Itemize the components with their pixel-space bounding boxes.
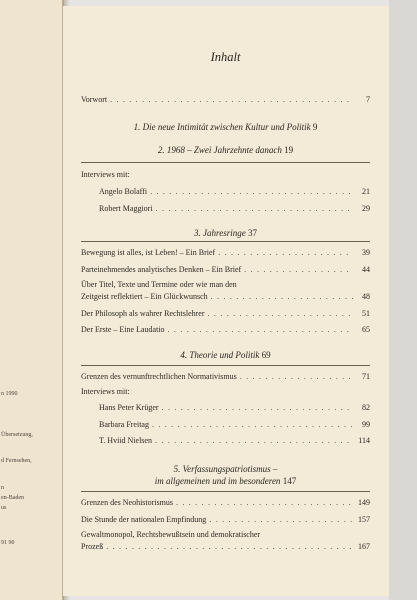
toc-page-number: 114	[358, 436, 370, 445]
leader-dots	[208, 309, 353, 318]
interviews-label: Interviews mit:	[81, 170, 130, 179]
left-page-text-fragment: n 1990	[1, 391, 18, 397]
leader-dots	[168, 325, 353, 334]
toc-page-number: 48	[362, 292, 370, 301]
toc-entry-vorwort	[81, 95, 370, 106]
leader-dots	[211, 292, 353, 301]
toc-entry	[81, 498, 370, 509]
contents-page	[63, 6, 389, 596]
page-title: Inhalt	[210, 50, 241, 64]
toc-entry-label: T. Hviid Nielsen	[99, 436, 152, 445]
toc-page-number: 82	[362, 403, 370, 412]
toc-entry-label: Die Stunde der nationalen Empfindung	[81, 515, 207, 524]
section-page-number: 9	[312, 122, 318, 132]
section-heading-4	[81, 350, 370, 360]
background-surface	[389, 0, 417, 600]
toc-page-number: 157	[358, 515, 370, 524]
toc-entry-interview	[81, 204, 370, 215]
divider	[81, 365, 370, 366]
toc-page-number: 51	[362, 309, 370, 318]
left-page-text-fragment: Übersetzung,	[1, 432, 33, 438]
section-page-number: 19	[284, 145, 294, 155]
divider	[81, 491, 370, 492]
toc-entry	[81, 292, 370, 303]
section-title: 1. Die neue Intimität zwischen Kultur und Politik	[133, 122, 311, 132]
section-title: 5. Verfassungspatriotismus –	[173, 464, 278, 474]
toc-entry-label-line1: Gewaltmonopol, Rechtsbewußtsein und demokratischer	[81, 530, 261, 539]
toc-entry-label: Grenzen des Neohistorismus	[81, 498, 173, 507]
toc-entry-label: Bewegung ist alles, ist Leben! – Ein Brief	[81, 248, 216, 257]
toc-entry-label: Barbara Freitag	[99, 420, 149, 429]
toc-entry-label: Grenzen des vernunftrechtlichen Normativismus	[81, 372, 237, 381]
section-title: 3. Jahresringe	[194, 228, 246, 238]
toc-page-number: 21	[362, 187, 370, 196]
toc-entry	[81, 248, 370, 259]
toc-page-number: 65	[362, 325, 370, 334]
section-heading-3	[81, 228, 370, 238]
toc-entry-label: Angelo Bolaffi	[99, 187, 148, 196]
leader-dots	[106, 542, 353, 551]
toc-page-number: 99	[362, 420, 370, 429]
leader-dots	[240, 372, 353, 381]
toc-page-number: 44	[362, 265, 370, 274]
toc-entry-interview	[81, 187, 370, 198]
toc-entry-label: Parteinehmendes analytisches Denken – Ein Brief	[81, 265, 242, 274]
section-heading-5-line2	[81, 476, 370, 486]
left-page-text-fragment: us	[1, 505, 7, 511]
section-page-number: 37	[247, 228, 257, 238]
leader-dots	[156, 204, 353, 213]
toc-entry-label: Robert Maggiori	[99, 204, 153, 213]
section-title: im allgemeinen und im besonderen	[154, 476, 281, 486]
toc-entry	[81, 265, 370, 276]
section-title: 4. Theorie und Politik	[180, 350, 260, 360]
toc-entry-label: Der Philosoph als wahrer Rechtslehrer	[81, 309, 205, 318]
toc-entry-label: Der Erste – Eine Laudatio	[81, 325, 165, 334]
left-page-text-fragment: n	[1, 485, 4, 491]
toc-entry	[81, 325, 370, 336]
toc-entry-label: Hans Peter Krüger	[99, 403, 159, 412]
section-page-number: 69	[261, 350, 271, 360]
divider	[81, 241, 370, 242]
toc-page-number: 149	[358, 498, 370, 507]
interviews-label: Interviews mit:	[81, 387, 130, 396]
section-heading-5	[81, 464, 370, 474]
leader-dots	[110, 95, 353, 104]
leader-dots	[152, 420, 353, 429]
toc-entry	[81, 309, 370, 320]
toc-entry-interview	[81, 436, 370, 447]
toc-entry-label-line1: Über Titel, Texte und Termine oder wie man den	[81, 280, 237, 289]
section-page-number: 147	[282, 476, 297, 486]
leader-dots	[155, 436, 353, 445]
toc-entry	[81, 542, 370, 553]
toc-entry-interview	[81, 420, 370, 431]
leader-dots	[218, 248, 353, 257]
left-page-text-fragment: en-Baden	[1, 495, 24, 501]
divider	[81, 162, 370, 163]
toc-page-number: 7	[366, 95, 370, 104]
left-page-text-fragment: d Fernsehen,	[1, 458, 32, 464]
leader-dots	[244, 265, 353, 274]
toc-entry	[81, 515, 370, 526]
toc-entry-label: Zeitgeist reflektiert – Ein Glückwunsch	[81, 292, 208, 301]
toc-entry	[81, 372, 370, 383]
section-heading-1	[81, 122, 370, 132]
toc-entry-label: Vorwort	[81, 95, 108, 104]
toc-page-number: 39	[362, 248, 370, 257]
leader-dots	[150, 187, 353, 196]
toc-page-number: 167	[358, 542, 370, 551]
facing-left-page	[0, 0, 64, 600]
leader-dots	[209, 515, 353, 524]
section-heading-2	[81, 145, 370, 155]
toc-page-number: 71	[362, 372, 370, 381]
section-title: 2. 1968 – Zwei Jahrzehnte danach	[157, 145, 282, 155]
leader-dots	[162, 403, 353, 412]
leader-dots	[176, 498, 353, 507]
left-page-text-fragment: 91 90	[1, 540, 15, 546]
toc-entry-interview	[81, 403, 370, 414]
toc-page-number: 29	[362, 204, 370, 213]
toc-entry-label: Prozeß	[81, 542, 104, 551]
